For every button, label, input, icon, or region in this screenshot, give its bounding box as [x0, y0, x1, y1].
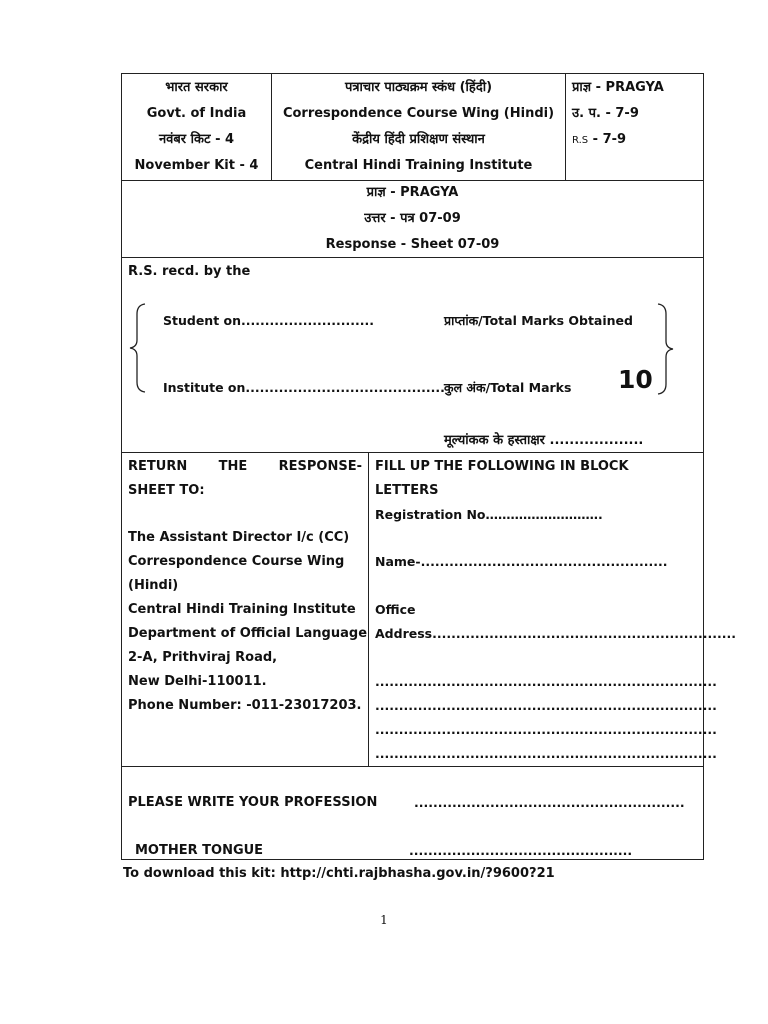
address-line: Central Hindi Training Institute	[128, 602, 356, 617]
address-blank-line[interactable]: ........................................................................	[375, 698, 717, 713]
address-line: 2-A, Prithviraj Road,	[128, 650, 278, 665]
course-code	[572, 80, 664, 96]
address-line: New Delhi-110011.	[128, 674, 267, 689]
title-line: उत्तर - पत्र 07-09	[364, 211, 461, 226]
address-blank-line[interactable]: ........................................................................	[375, 746, 717, 761]
header-left-line: November Kit - 4	[134, 158, 259, 173]
right-brace-icon	[655, 302, 675, 396]
total-marks-value: 10	[618, 365, 653, 394]
divider-header-right	[565, 74, 566, 180]
address-line: Correspondence Course Wing	[128, 554, 345, 569]
office-address-field[interactable]: Address................................................................	[375, 626, 736, 641]
title-line: Response - Sheet 07-09	[325, 237, 500, 252]
header-left-line: नवंबर किट - 4	[158, 132, 235, 147]
total-marks-label: कुल अंक/Total Marks	[444, 380, 572, 395]
return-heading-line2: SHEET TO:	[128, 483, 205, 498]
rs-range-label: R.S	[572, 135, 589, 146]
divider-address-middle	[368, 452, 369, 766]
registration-number-field[interactable]: Registration No……………………….	[375, 507, 603, 522]
address-line: Department of Official Language	[128, 626, 368, 641]
evaluator-signature-field: मूल्यांकक के हस्ताक्षर ...................	[444, 433, 644, 448]
phone-number: Phone Number: -011-23017203.	[128, 698, 362, 713]
lesson-range-label: उ. प.	[572, 106, 601, 121]
divider-address	[122, 766, 703, 767]
header-middle-line: Central Hindi Training Institute	[304, 158, 533, 173]
left-brace-icon	[128, 302, 148, 394]
address-line: The Assistant Director I/c (CC)	[128, 530, 350, 545]
return-heading-word: THE	[218, 459, 248, 474]
lesson-range-value: - 7-9	[605, 106, 639, 121]
header-left-line: Govt. of India	[146, 106, 247, 121]
profession-label: PLEASE WRITE YOUR PROFESSION	[128, 795, 378, 810]
fill-up-heading-line2: LETTERS	[375, 483, 439, 498]
name-field[interactable]: Name-....................................................	[375, 554, 668, 569]
return-heading	[128, 459, 362, 475]
lesson-range	[572, 106, 639, 122]
divider-header	[122, 180, 703, 181]
return-heading-word: RETURN	[128, 459, 188, 474]
receipt-heading: R.S. recd. by the	[128, 264, 251, 279]
rs-range-value: - 7-9	[592, 132, 627, 147]
address-blank-line[interactable]: ........................................................................	[375, 722, 717, 737]
header-middle-line: केंद्रीय हिंदी प्रशिक्षण संस्थान	[352, 132, 485, 147]
return-heading-word: RESPONSE-	[278, 459, 362, 474]
marks-obtained-label: प्राप्तांक/Total Marks Obtained	[444, 313, 633, 328]
mother-tongue-field[interactable]: ...............................................	[409, 843, 633, 858]
course-code-value: - PRAGYA	[595, 80, 664, 95]
header-left-line: भारत सरकार	[165, 80, 228, 95]
address-line: (Hindi)	[128, 578, 179, 593]
title-line: प्राज्ञ - PRAGYA	[366, 185, 459, 200]
page-number: 1	[380, 913, 388, 927]
mother-tongue-label: MOTHER TONGUE	[135, 843, 264, 858]
office-label: Office	[375, 602, 416, 617]
header-middle-line: Correspondence Course Wing (Hindi)	[282, 106, 555, 121]
download-link[interactable]: To download this kit: http://chti.rajbhasha.gov.in/?9600?21	[123, 866, 555, 881]
rs-range	[572, 132, 626, 149]
institute-received-field: Institute on..........................................	[163, 380, 445, 395]
header-middle-line: पत्राचार पाठ्यक्रम स्कंध (हिंदी)	[344, 80, 493, 95]
course-code-label: प्राज्ञ	[572, 80, 592, 95]
profession-field[interactable]: .........................................................	[414, 795, 685, 810]
response-sheet-form	[121, 73, 736, 860]
divider-receipt	[122, 452, 703, 453]
address-blank-line[interactable]: ........................................................................	[375, 674, 717, 689]
divider-title	[122, 257, 703, 258]
fill-up-heading: FILL UP THE FOLLOWING IN BLOCK	[375, 459, 629, 474]
student-received-field: Student on............................	[163, 313, 374, 328]
